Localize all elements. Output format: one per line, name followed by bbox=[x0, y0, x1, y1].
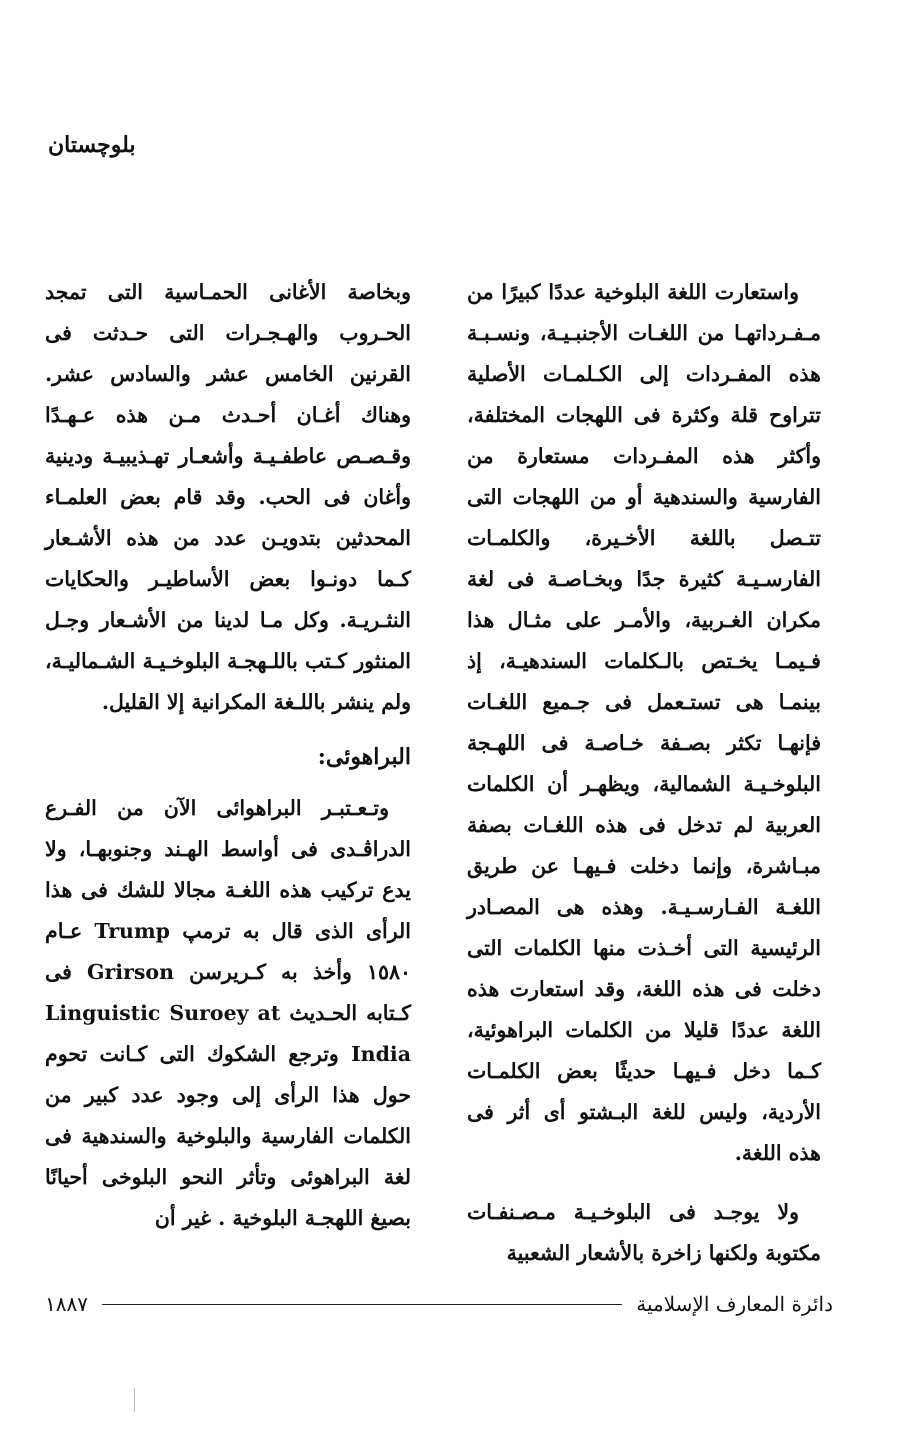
right-column-paragraph-1: واستعارت اللغة البلوخية عددًا كبيرًا من مـفـرداتهـا من اللغـات الأجنبـيـة، ونسـبـة هذه المفـردات إلى الكـلمـات الأصلية تتراوح قلة وكثرة فى اللهجات المختلفة، وأكثر هذه المفـردات مستعارة من الفارسية والسندهية أو من اللهجات التى تتـصل باللغة الأخـيرة، والكلمـات الفارسـيـة كثيرة جدًا وبخـاصـة فى لغة مكران الغـربية، والأمـر على مثـال هذا فـيمـا يخـتص بالـكلمات السندهيـة، إذ بينمـا هى تستـعمل فى جـميع اللغـات فإنهـا تكثر بصـفة خـاصـة فى اللهـجة البلوخـيـة الشمالية، ويظهـر أن الكلمات العربية لم تدخل فى هذه اللغـات بصفة مبـاشرة، وإنما دخلت فـيهـا عن طريق اللغـة الفـارسـيـة. وهذه هى المصـادر الرئيسية التى أخـذت منها الكلمات التى دخلت فى هذه اللغة، وقد استعارت هذه اللغة عددًا قليلا من الكلمات البراهوئية، كـما دخل فـيهـا حديثًا بعض الكلمـات الأردية، وليس للغة البـشتو أى أثر فى هذه اللغة. bbox=[467, 280, 821, 1165]
publication-title: دائرة المعارف الإسلامية bbox=[636, 1292, 833, 1316]
page-footer bbox=[45, 1282, 833, 1326]
page-number: ١٨٨٧ bbox=[45, 1292, 88, 1316]
scan-artifact-mark bbox=[134, 1388, 135, 1412]
right-column bbox=[467, 272, 821, 1274]
section-heading-brahui: البراهوئى: bbox=[317, 744, 411, 770]
running-header bbox=[48, 132, 248, 158]
running-title: بلوچستان bbox=[48, 132, 136, 158]
left-column bbox=[45, 272, 411, 1239]
left-column-paragraph-1: وبخاصة الأغانى الحمـاسية التى تمجد الحـروب والهـجـرات التى حـدثت فى القرنين الخامس عشر والسادس عشر. وهناك أغـان أحـدث مـن هذه عـهـدًا وقـصـص عاطفـيـة وأشعـار تهـذيبيـة ودينية وأغان فى الحب. وقد قام بعض العلمـاء المحدثين بتدويـن عدد من هذه الأشـعار كـما دونـوا بعض الأساطيـر والحكايات النثـريـة. وكل مـا لدينا من الأشـعار وجـل المنثور كـتب باللـهجـة البلوخـيـة الشـماليـة، ولم ينشر باللـغة المكرانية إلا القليل. bbox=[45, 280, 411, 714]
right-column-paragraph-2: ولا يوجـد فى البلوخـيـة مـصـنفـات مكتوبة ولكنها زاخرة بالأشعار الشعبية bbox=[467, 1200, 821, 1265]
footer-rule bbox=[102, 1304, 622, 1305]
left-column-paragraph-2: وتـعـتبـر البراهوائى الآن من الفـرع الدراڤـدى فى أواسط الهـند وجنوبهـا، ولا يدع تركيب هذه اللغـة مجالا للشك فى هذا الرأى الذى قال به ترمپ Trump عـام ١٥٨٠ وأخذ به كـريرسن Grirson فى كـتابه الحـديث Linguistic Suroey at India وترجع الشكوك التى كـانت تحوم حول هذا الرأى إلى وجود عدد كبير من الكلمات الفارسية والبلوخية والسندهية فى لغة البراهوئى وتأثر النحو البلوخى أحيانًا بصيغ اللهجـة البلوخية . غير أن bbox=[45, 796, 411, 1230]
